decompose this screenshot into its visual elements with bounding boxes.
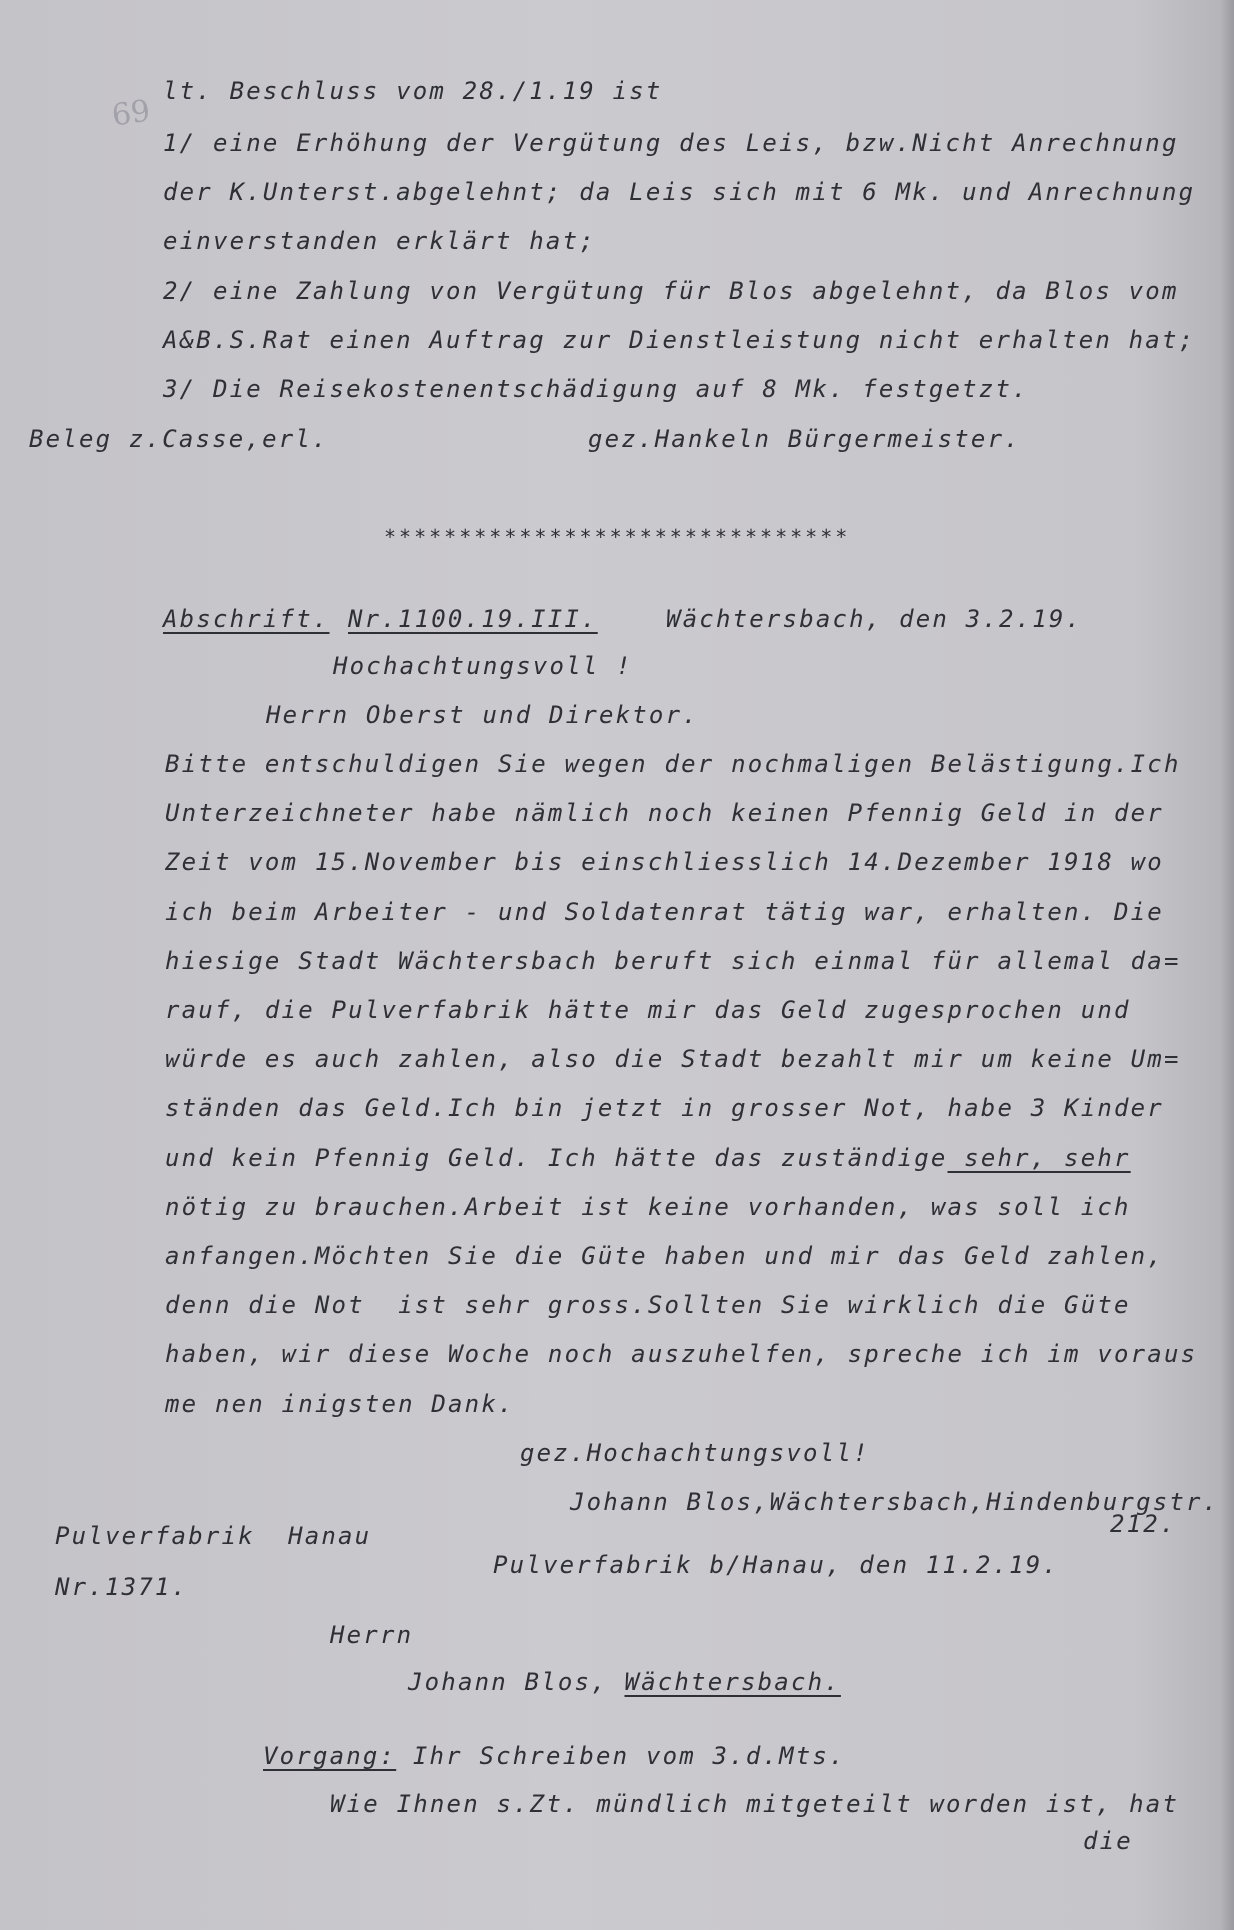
letter-place-date: Wächtersbach, den 3.2.19. xyxy=(666,605,1083,633)
letter-body-line-14: me nen inigsten Dank. xyxy=(165,1390,515,1418)
letter-body-line-2: Unterzeichneter habe nämlich noch keinen Pfennig Geld in der xyxy=(165,799,1164,827)
letter-body-line-1: Bitte entschuldigen Sie wegen der nochmaligen Belästigung.Ich xyxy=(165,750,1181,778)
mayor-signature: gez.Hankeln Bürgermeister. xyxy=(588,425,1021,453)
resolution-line-7: 3/ Die Reisekostenentschädigung auf 8 Mk. festgetzt. xyxy=(163,375,1029,403)
reply-recipient xyxy=(408,1667,841,1697)
letter-sender: Johann Blos,Wächtersbach,Hindenburgstr. xyxy=(570,1488,1220,1516)
letter-salutation-2: Herrn Oberst und Direktor. xyxy=(266,701,699,729)
resolution-line-5: 2/ eine Zahlung von Vergütung für Blos abgelehnt, da Blos vom xyxy=(163,277,1179,305)
resolution-line-3: der K.Unterst.abgelehnt; da Leis sich mit 6 Mk. und Anrechnung xyxy=(163,178,1196,206)
reply-recipient-name: Johann Blos, xyxy=(408,1668,625,1696)
letter-closing: gez.Hochachtungsvoll! xyxy=(520,1439,870,1467)
reply-text-line-1: Wie Ihnen s.Zt. mündlich mitgeteilt worden ist, hat xyxy=(330,1790,1180,1818)
beleg-note: Beleg z.Casse,erl. xyxy=(29,425,329,453)
letter-body-line-9-text: und kein Pfennig Geld. Ich hätte das zuständige xyxy=(165,1144,948,1172)
letter-body-line-12: denn die Not ist sehr gross.Sollten Sie wirklich die Güte xyxy=(165,1291,1131,1319)
reply-org-number: Nr.1371. xyxy=(55,1573,189,1601)
reply-herrn: Herrn xyxy=(330,1621,414,1649)
letter-body-line-10: nötig zu brauchen.Arbeit ist keine vorhanden, was soll ich xyxy=(165,1193,1131,1221)
letter-salutation-1: Hochachtungsvoll ! xyxy=(333,652,633,680)
letter-sender-number: 212. xyxy=(1110,1510,1177,1538)
vorgang-label: Vorgang: xyxy=(263,1742,397,1770)
letter-body-line-3: Zeit vom 15.November bis einschliesslich 14.Dezember 1918 wo xyxy=(165,848,1164,876)
letter-number: Nr.1100.19.III. xyxy=(348,605,598,633)
letter-body-line-6: rauf, die Pulverfabrik hätte mir das Geld zugesprochen und xyxy=(165,996,1131,1024)
pencil-note: 69 xyxy=(109,93,153,134)
reply-org: Pulverfabrik Hanau xyxy=(55,1522,372,1550)
letter-body-line-4: ich beim Arbeiter - und Soldatenrat tätig war, erhalten. Die xyxy=(165,898,1164,926)
reply-text-line-2: die xyxy=(1083,1827,1133,1855)
resolution-line-2: 1/ eine Erhöhung der Vergütung des Leis, bzw.Nicht Anrechnung xyxy=(163,129,1179,157)
resolution-line-4: einverstanden erklärt hat; xyxy=(163,227,596,255)
resolution-line-6: A&B.S.Rat einen Auftrag zur Dienstleistung nicht erhalten hat; xyxy=(163,326,1196,354)
reply-recipient-place: Wächtersbach. xyxy=(624,1668,841,1696)
letter-body-line-11: anfangen.Möchten Sie die Güte haben und mir das Geld zahlen, xyxy=(165,1242,1164,1270)
vorgang-text: Ihr Schreiben vom 3.d.Mts. xyxy=(396,1742,846,1770)
letter-body-line-8: ständen das Geld.Ich bin jetzt in grosser Not, habe 3 Kinder xyxy=(165,1094,1164,1122)
reply-place-date: Pulverfabrik b/Hanau, den 11.2.19. xyxy=(493,1551,1060,1579)
letter-body-line-5: hiesige Stadt Wächtersbach beruft sich einmal für allemal da= xyxy=(165,947,1181,975)
letter-body-underlined: sehr, sehr xyxy=(947,1144,1131,1172)
resolution-line-1: lt. Beschluss vom 28./1.19 ist xyxy=(163,77,663,105)
letter-body-line-13: haben, wir diese Woche noch auszuhelfen, spreche ich im voraus xyxy=(165,1340,1198,1368)
separator: ******************************* xyxy=(384,525,851,549)
letter-body-line-7: würde es auch zahlen, also die Stadt bezahlt mir um keine Um= xyxy=(165,1045,1181,1073)
reply-vorgang xyxy=(263,1741,846,1771)
abschrift-heading: Abschrift. xyxy=(163,605,330,633)
page-edge-shadow xyxy=(1220,0,1234,1930)
letter-body-line-9 xyxy=(165,1143,1131,1173)
